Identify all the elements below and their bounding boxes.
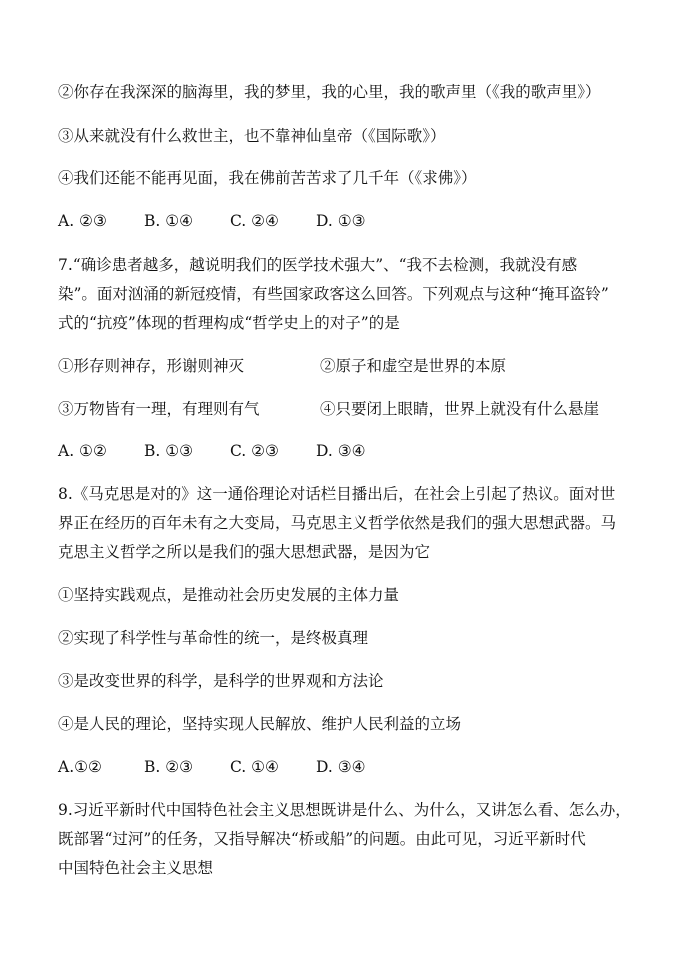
q9-stem-line-3: 中国特色社会主义思想: [58, 859, 214, 877]
q8-item-3: ③是改变世界的科学，是科学的世界观和方法论: [58, 672, 384, 690]
q6-option-c: C. ②④: [230, 212, 279, 230]
q6-item-2: ②你存在我深深的脑海里，我的梦里，我的心里，我的歌声里（《我的歌声里》）: [58, 83, 601, 101]
q8-stem-line-3: 克思主义哲学之所以是我们的强大思想武器，是因为它: [58, 543, 431, 561]
q6-options: [58, 211, 402, 231]
q7-item-1: ①形存则神存，形谢则神灭: [58, 357, 245, 375]
q8-option-a: A.①②: [58, 758, 102, 776]
q6-option-d: D. ①③: [316, 212, 366, 230]
q9-stem-line-2: 既部署“过河”的任务，又指导解决“桥或船”的问题。由此可见，习近平新时代: [58, 830, 586, 848]
q6-option-a: A. ②③: [58, 212, 107, 230]
q8-options: [58, 757, 402, 777]
q7-option-d: D. ③④: [316, 442, 366, 460]
q8-stem-line-1: 8.《马克思是对的》这一通俗理论对话栏目播出后，在社会上引起了热议。面对世: [58, 485, 616, 503]
q9-stem-line-1: 9.习近平新时代中国特色社会主义思想既讲是什么、为什么，又讲怎么看、怎么办，: [58, 801, 631, 819]
q6-option-b: B. ①④: [144, 212, 194, 230]
q7-item-4: ④只要闭上眼睛，世界上就没有什么悬崖: [320, 400, 600, 418]
q7-option-b: B. ①③: [144, 442, 194, 460]
q8-item-1: ①坚持实践观点，是推动社会历史发展的主体力量: [58, 586, 400, 604]
q8-item-2: ②实现了科学性与革命性的统一，是终极真理: [58, 629, 369, 647]
q8-option-b: B. ②③: [144, 758, 194, 776]
q8-option-d: D. ③④: [316, 758, 366, 776]
q7-stem-line-3: 式的“抗疫”体现的哲理构成“哲学史上的对子”的是: [58, 314, 400, 332]
q8-option-c: C. ①④: [230, 758, 279, 776]
q7-options: [58, 441, 402, 461]
q7-items-row-1: [58, 356, 506, 376]
q6-item-3: ③从来就没有什么救世主，也不靠神仙皇帝（《国际歌》）: [58, 127, 446, 145]
q8-stem-line-2: 界正在经历的百年未有之大变局，马克思主义哲学依然是我们的强大思想武器。马: [58, 514, 617, 532]
q7-stem-line-1: 7.“确诊患者越多，越说明我们的医学技术强大”、“我不去检测，我就没有感: [58, 256, 578, 274]
q7-option-a: A. ①②: [58, 442, 107, 460]
q6-item-4: ④我们还能不能再见面，我在佛前苦苦求了几千年（《求佛》）: [58, 169, 477, 187]
q7-items-row-2: [58, 399, 599, 419]
q7-item-2: ②原子和虚空是世界的本原: [320, 357, 507, 375]
q7-option-c: C. ②③: [230, 442, 279, 460]
q7-item-3: ③万物皆有一理，有理则有气: [58, 400, 260, 418]
q8-item-4: ④是人民的理论，坚持实现人民解放、维护人民利益的立场: [58, 715, 462, 733]
q7-stem-line-2: 染”。面对汹涌的新冠疫情，有些国家政客这么回答。下列观点与这种“掩耳盗铃”: [58, 285, 609, 303]
